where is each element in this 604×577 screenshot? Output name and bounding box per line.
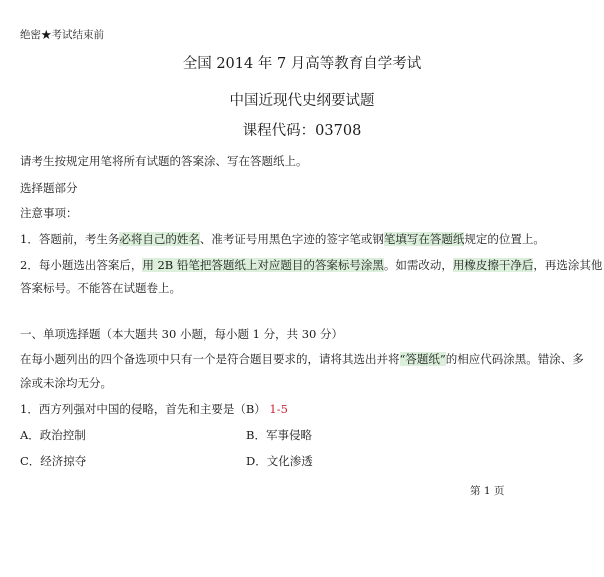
note-2-part: 。如需改动， — [383, 258, 453, 272]
note-1-part: 规定的位置上。 — [464, 232, 545, 246]
note-2-part: 2．每小题选出答案后， — [20, 258, 143, 272]
part1-heading: 一、单项选择题（本大题共 30 小题，每小题 1 分，共 30 分） — [20, 327, 344, 341]
option-a: A．政治控制 — [20, 428, 86, 442]
note-1-highlight: 必将自己的姓名 — [119, 232, 200, 246]
exam-title: 全国 2014 年 7 月高等教育自学考试 — [182, 56, 422, 72]
subject-title: 中国近现代史纲要试题 — [229, 93, 375, 109]
note-1-part: 1．答题前，考生务 — [20, 232, 120, 246]
notes-label: 注意事项： — [20, 206, 78, 220]
note-1-part: 、准考证号用黑色字迹的签字笔或钢 — [199, 232, 384, 246]
note-2 — [20, 258, 602, 272]
note-2-line2: 答案标号。不能答在试题卷上。 — [20, 281, 181, 295]
note-2-highlight: 用 2B 铅笔把答题纸上对应题目的答案标号涂黑 — [142, 258, 384, 272]
confidential-label: 绝密★考试结束前 — [20, 29, 104, 41]
part1-instructions-line2: 涂或未涂均无分。 — [20, 376, 112, 390]
option-c: C．经济掠夺 — [20, 454, 87, 468]
question-1-annotation: 1-5 — [269, 402, 288, 416]
note-1 — [20, 232, 545, 246]
part1-instructions — [20, 352, 584, 366]
note-1-highlight: 笔填写在答题纸 — [383, 232, 465, 246]
part1-instr-part: 的相应代码涂黑。错涂、多 — [445, 352, 584, 366]
part1-instr-part: 在每小题列出的四个备选项中只有一个是符合题目要求的，请将其选出并将 — [20, 352, 400, 366]
course-code: 课程代码：03708 — [242, 123, 362, 139]
page-number: 第 1 页 — [470, 485, 505, 497]
note-2-highlight: 用橡皮擦干净后 — [452, 258, 534, 272]
part1-instr-highlight: “答题纸” — [399, 352, 446, 366]
note-2-part: ，再选涂其他 — [533, 258, 603, 272]
question-1-text: 1．西方列强对中国的侵略，首先和主要是（B） — [20, 402, 266, 416]
intro-text: 请考生按规定用笔将所有试题的答案涂、写在答题纸上。 — [20, 154, 308, 168]
section-label: 选择题部分 — [20, 181, 78, 195]
question-1-stem — [20, 402, 288, 416]
option-b: B．军事侵略 — [246, 428, 312, 442]
option-d: D．文化渗透 — [246, 454, 313, 468]
